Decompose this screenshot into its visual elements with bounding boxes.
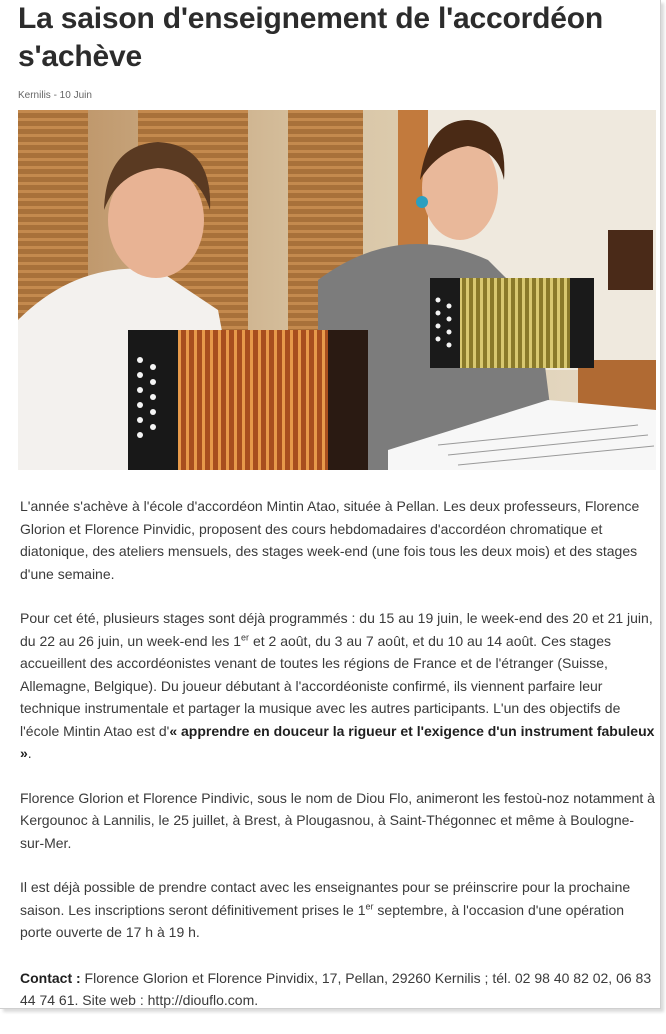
paragraph-2 [20, 607, 656, 765]
article-dateline: Kernilis - 10 Juin [18, 90, 92, 101]
paragraph-2-text-a: Pour cet été, plusieurs stages sont déjà programmés : du 15 au 19 juin, le week-end des 20 et 21 juin, du 22 au 26 juin, un week-end les 1 [20, 610, 653, 649]
ordinal-superscript: er [241, 631, 250, 642]
paragraph-4-text-b: septembre, à l'occasion d'une opération porte ouverte de 17 h à 19 h. [20, 901, 625, 940]
contact-details: Florence Glorion et Florence Pinvidix, 17, Pellan, 29260 Kernilis ; tél. 02 98 40 82 02, 06 83 44 74 61. Site web : http://diouflo.com. [20, 969, 652, 1008]
paragraph-2-text-c: . [27, 745, 32, 761]
paragraph-2-text-b: et 2 août, du 3 au 7 août, et du 10 au 14 août. Ces stages accueillent des accordéonistes venant de toutes les régions de France et de l'étranger (Suisse, Allemagne, Belgique). Du joueur débutant à l'accordéoniste confirmé, ils viennent parfaire leur technique instrumentale et partager la musique avec les autres participants. L'un des objectifs de l'école Mintin Atao est d' [20, 632, 621, 739]
paragraph-3-text: Florence Glorion et Florence Pindivic, sous le nom de Diou Flo, animeront les festoù-noz notamment à Kergounoc à Lannilis, le 25 juillet, à Brest, à Plougasnou, à Saint-Thégonnec et même à Boulogne-sur-Mer. [20, 789, 655, 851]
article-body [20, 495, 656, 1034]
paragraph-1 [20, 495, 656, 585]
accordion-players-image [18, 110, 656, 470]
paragraph-4-text-a: Il est déjà possible de prendre contact avec les enseignantes pour se préinscrire pour la prochaine saison. Les inscriptions seront définitivement prises le 1 [20, 879, 631, 918]
contact-label: Contact : [20, 969, 81, 986]
paragraph-4 [20, 876, 656, 944]
article-photo [18, 110, 656, 470]
school-motto-quote: « apprendre en douceur la rigueur et l'exigence d'un instrument fabuleux » [20, 722, 655, 761]
paragraph-3 [20, 787, 656, 855]
contact-paragraph [20, 967, 656, 1012]
ordinal-superscript: er [365, 900, 374, 911]
article-title: La saison d'enseignement de l'accordéon s'achève [18, 2, 603, 73]
paragraph-1-text: L'année s'achève à l'école d'accordéon Mintin Atao, située à Pellan. Les deux professeurs, Florence Glorion et Florence Pinvidic, proposent des cours hebdomadaires d'accordéon chromatique et diatonique, des ateliers mensuels, des stages week-end (une fois tous les deux mois) et des stages d'une semaine. [20, 498, 640, 582]
